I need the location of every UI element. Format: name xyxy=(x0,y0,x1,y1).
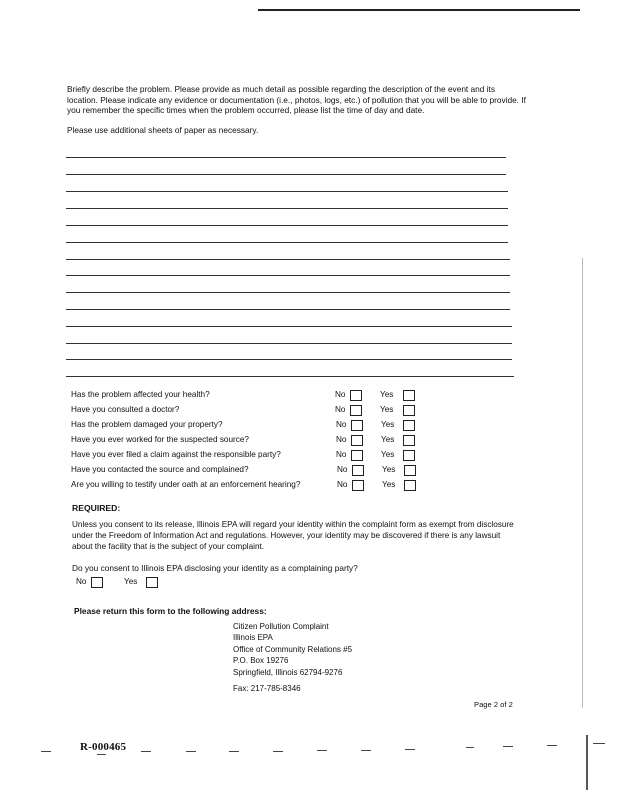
scan-dash xyxy=(273,751,283,752)
no-label: No xyxy=(335,405,346,414)
yes-label: Yes xyxy=(380,390,394,399)
fax-number: Fax: 217-785-8346 xyxy=(233,684,301,693)
mailing-address xyxy=(233,621,352,678)
instructions-paragraph: Briefly describe the problem. Please provide as much detail as possible regarding the description of the event and its location. Please indicate any evidence or documentation (i.e., photos, logs, etc.) of pollution that you will be able to provide. If you remember the specific times when the problem occurred, please list the time of day and date. xyxy=(67,84,526,116)
writing-line[interactable] xyxy=(66,359,512,360)
no-checkbox[interactable] xyxy=(352,480,364,491)
required-heading: REQUIRED: xyxy=(72,503,121,513)
no-checkbox[interactable] xyxy=(351,420,363,431)
scan-dash xyxy=(229,751,239,752)
question-text: Has the problem damaged your property? xyxy=(71,420,223,429)
return-label: Please return this form to the following address: xyxy=(74,606,267,616)
no-checkbox[interactable] xyxy=(351,450,363,461)
writing-line[interactable] xyxy=(66,292,510,293)
writing-line[interactable] xyxy=(66,326,512,327)
yes-checkbox[interactable] xyxy=(404,465,416,476)
consent-yes-checkbox[interactable] xyxy=(146,577,158,588)
question-text: Have you ever worked for the suspected source? xyxy=(71,435,249,444)
yes-checkbox[interactable] xyxy=(403,405,415,416)
writing-line[interactable] xyxy=(66,208,508,209)
writing-line[interactable] xyxy=(66,376,514,377)
consent-yes-label: Yes xyxy=(124,577,138,586)
edge-mark xyxy=(582,258,583,708)
writing-line[interactable] xyxy=(66,309,510,310)
scan-dash xyxy=(405,749,415,750)
required-text: Unless you consent to its release, Illinois EPA will regard your identity within the complaint form as exempt from disclosure under the Freedom of Information Act and regulations. However, your identity may be discovered if there is any lawsuit about the facility that is the subject of your complaint. xyxy=(72,520,514,551)
no-label: No xyxy=(337,465,348,474)
writing-line[interactable] xyxy=(66,174,506,175)
scan-dash xyxy=(593,743,605,744)
no-label: No xyxy=(336,420,347,429)
consent-no-checkbox[interactable] xyxy=(91,577,103,588)
scan-dash xyxy=(186,751,196,752)
writing-line[interactable] xyxy=(66,343,512,344)
no-label: No xyxy=(336,450,347,459)
scan-dash xyxy=(466,747,474,748)
scan-dash xyxy=(547,745,557,746)
no-checkbox[interactable] xyxy=(350,390,362,401)
yes-checkbox[interactable] xyxy=(403,450,415,461)
document-id: R-000465 xyxy=(80,741,127,753)
address-line: Citizen Pollution Complaint xyxy=(233,622,329,631)
question-text: Have you contacted the source and complained? xyxy=(71,465,249,474)
instructions xyxy=(67,84,527,135)
top-rule xyxy=(258,9,580,11)
scan-dash xyxy=(41,751,51,752)
writing-line[interactable] xyxy=(66,275,510,276)
question-text: Are you willing to testify under oath at an enforcement hearing? xyxy=(71,480,301,489)
scan-dash xyxy=(503,746,513,747)
consent-question: Do you consent to Illinois EPA disclosing your identity as a complaining party? xyxy=(72,563,358,573)
writing-line[interactable] xyxy=(66,242,508,243)
writing-line[interactable] xyxy=(66,191,508,192)
no-label: No xyxy=(335,390,346,399)
scan-dash xyxy=(97,754,106,755)
address-line: Office of Community Relations #5 xyxy=(233,644,353,654)
consent-no-label: No xyxy=(76,577,87,586)
yes-label: Yes xyxy=(381,420,395,429)
yes-label: Yes xyxy=(382,465,396,474)
writing-line[interactable] xyxy=(66,225,508,226)
yes-label: Yes xyxy=(382,480,396,489)
no-label: No xyxy=(336,435,347,444)
yes-label: Yes xyxy=(381,450,395,459)
yes-label: Yes xyxy=(380,405,394,414)
page-number: Page 2 of 2 xyxy=(474,700,513,709)
writing-line[interactable] xyxy=(66,259,510,260)
yes-label: Yes xyxy=(381,435,395,444)
writing-line[interactable] xyxy=(66,157,506,158)
address-line: P.O. Box 19276 xyxy=(233,656,289,666)
yes-checkbox[interactable] xyxy=(404,480,416,491)
yes-checkbox[interactable] xyxy=(403,435,415,446)
scan-dash xyxy=(361,750,371,751)
instructions-note: Please use additional sheets of paper as necessary. xyxy=(67,124,259,135)
no-label: No xyxy=(337,480,348,489)
no-checkbox[interactable] xyxy=(352,465,364,476)
scan-dash xyxy=(317,750,327,751)
no-checkbox[interactable] xyxy=(350,405,362,416)
scan-dash xyxy=(141,751,151,752)
question-text: Have you ever filed a claim against the responsible party? xyxy=(71,450,281,459)
address-line: Illinois EPA xyxy=(233,633,273,643)
yes-checkbox[interactable] xyxy=(403,390,415,401)
edge-mark xyxy=(586,735,588,790)
question-text: Have you consulted a doctor? xyxy=(71,405,180,414)
yes-checkbox[interactable] xyxy=(403,420,415,431)
question-text: Has the problem affected your health? xyxy=(71,390,210,399)
address-line: Springfield, Illinois 62794-9276 xyxy=(233,667,343,677)
no-checkbox[interactable] xyxy=(351,435,363,446)
